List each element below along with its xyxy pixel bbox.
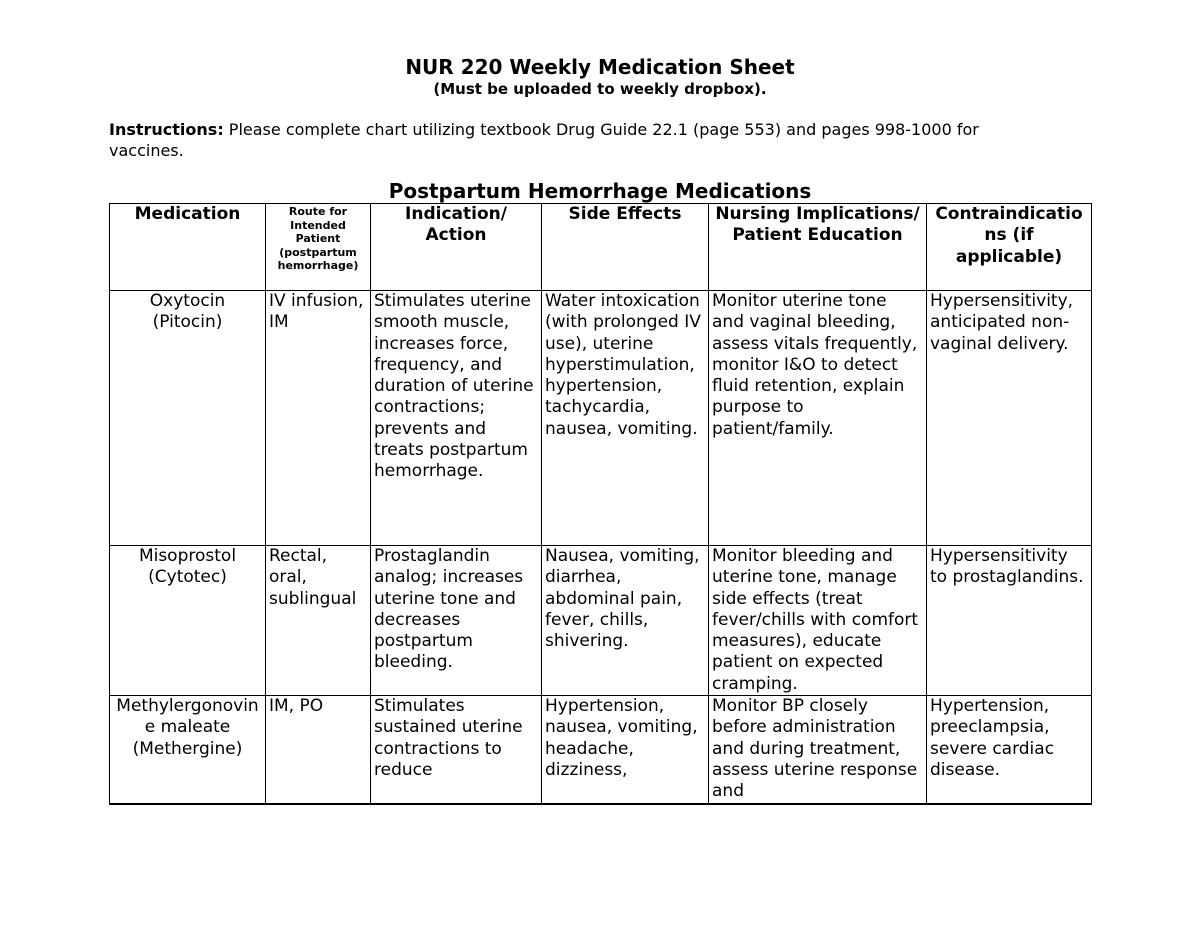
header-side-effects: Side Effects bbox=[542, 204, 709, 291]
document-subtitle: (Must be uploaded to weekly dropbox). bbox=[433, 80, 767, 98]
medication-table bbox=[109, 203, 1092, 805]
cell-medication: Oxytocin (Pitocin) bbox=[110, 291, 266, 546]
cell-indication: Stimulates sustained uterine contractions to reduce bbox=[371, 696, 542, 804]
cell-nursing-implications: Monitor BP closely before administration and during treatment, assess uterine response and bbox=[709, 696, 927, 804]
header-medication: Medication bbox=[110, 204, 266, 291]
table-row bbox=[110, 696, 1092, 804]
cell-contraindications: Hypertension, preeclampsia, severe cardiac disease. bbox=[927, 696, 1092, 804]
cell-contraindications: Hypersensitivity to prostaglandins. bbox=[927, 546, 1092, 696]
table-row bbox=[110, 546, 1092, 696]
table-header-row bbox=[110, 204, 1092, 291]
header-route: Route for Intended Patient (postpartum hemorrhage) bbox=[266, 204, 371, 291]
cell-side-effects: Water intoxication (with prolonged IV use), uterine hyperstimulation, hypertension, tachycardia, nausea, vomiting. bbox=[542, 291, 709, 546]
cell-contraindications: Hypersensitivity, anticipated non-vaginal delivery. bbox=[927, 291, 1092, 546]
table-title: Postpartum Hemorrhage Medications bbox=[388, 179, 812, 203]
cell-nursing-implications: Monitor uterine tone and vaginal bleeding, assess vitals frequently, monitor I&O to detect fluid retention, explain purpose to patient/family. bbox=[709, 291, 927, 546]
instructions-paragraph bbox=[109, 119, 1049, 161]
cell-indication: Stimulates uterine smooth muscle, increases force, frequency, and duration of uterine contractions; prevents and treats postpartum hemorrhage. bbox=[371, 291, 542, 546]
table-row bbox=[110, 291, 1092, 546]
cell-medication: Misoprostol (Cytotec) bbox=[110, 546, 266, 696]
cell-route: IV infusion, IM bbox=[266, 291, 371, 546]
cell-side-effects: Hypertension, nausea, vomiting, headache, dizziness, bbox=[542, 696, 709, 804]
cell-route: Rectal, oral, sublingual bbox=[266, 546, 371, 696]
header-nursing-implications: Nursing Implications/ Patient Education bbox=[709, 204, 927, 291]
cell-medication: Methylergonovine maleate (Methergine) bbox=[110, 696, 266, 804]
header-contraindications: Contraindications (if applicable) bbox=[927, 204, 1092, 291]
cell-indication: Prostaglandin analog; increases uterine tone and decreases postpartum bleeding. bbox=[371, 546, 542, 696]
instructions-text: Please complete chart utilizing textbook Drug Guide 22.1 (page 553) and pages 998-1000 for vaccines. bbox=[109, 120, 979, 160]
instructions-label: Instructions: bbox=[109, 120, 224, 139]
cell-route: IM, PO bbox=[266, 696, 371, 804]
document-title: NUR 220 Weekly Medication Sheet bbox=[405, 55, 795, 79]
cell-side-effects: Nausea, vomiting, diarrhea, abdominal pain, fever, chills, shivering. bbox=[542, 546, 709, 696]
cell-nursing-implications: Monitor bleeding and uterine tone, manage side effects (treat fever/chills with comfort measures), educate patient on expected cramping. bbox=[709, 546, 927, 696]
header-indication: Indication/ Action bbox=[371, 204, 542, 291]
